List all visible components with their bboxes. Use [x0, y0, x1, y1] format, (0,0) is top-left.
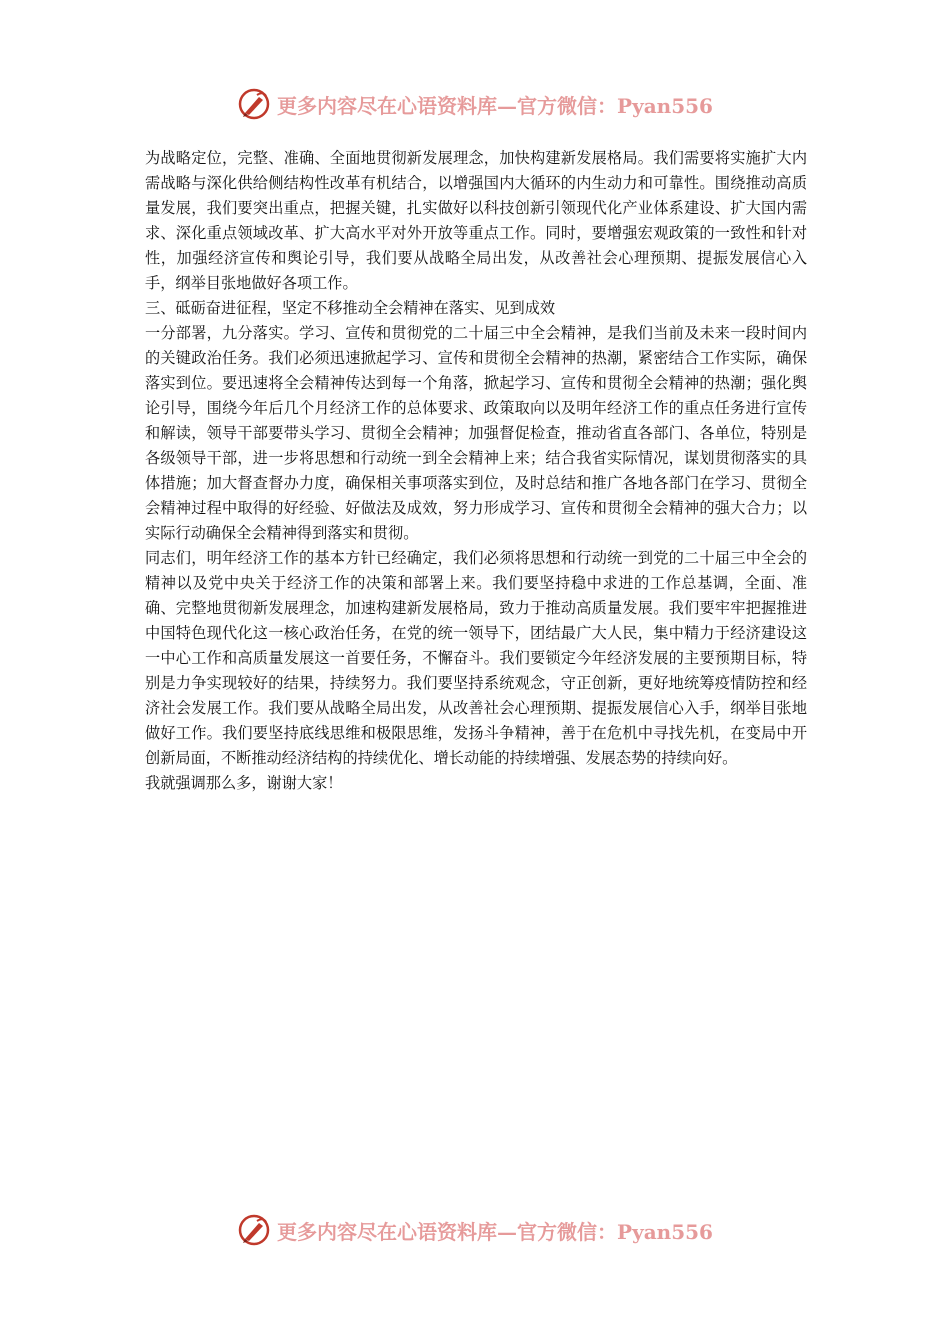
section-heading-3: 三、砥砺奋进征程，坚定不移推动全会精神在落实、见到成效: [145, 299, 556, 317]
header-banner-text: 更多内容尽在心语资料库—官方微信：Pyan556: [277, 93, 713, 118]
document-body: [145, 146, 807, 796]
pen-circle-logo-icon: [237, 1213, 271, 1247]
header-banner: [0, 84, 950, 124]
paragraph-1: 为战略定位，完整、准确、全面地贯彻新发展理念，加快构建新发展格局。我们需要将实施扩大内需战略与深化供给侧结构性改革有机结合，以增强国内大循环的内生动力和可靠性。围绕推动高质量发展，我们要突出重点，把握关键，扎实做好以科技创新引领现代化产业体系建设、扩大国内需求、深化重点领域改革、扩大高水平对外开放等重点工作。同时，要增强宏观政策的一致性和针对性，加强经济宣传和舆论引导，我们要从战略全局出发，从改善社会心理预期、提振发展信心入手，纲举目张地做好各项工作。: [145, 149, 807, 292]
closing-line: 我就强调那么多，谢谢大家！: [145, 774, 343, 792]
pen-circle-logo-icon: [237, 87, 271, 121]
footer-banner-text: 更多内容尽在心语资料库—官方微信：Pyan556: [277, 1219, 713, 1244]
paragraph-2: 一分部署，九分落实。学习、宣传和贯彻党的二十届三中全会精神，是我们当前及未来一段时间内的关键政治任务。我们必须迅速掀起学习、宣传和贯彻全会精神的热潮，紧密结合工作实际，确保落实到位。要迅速将全会精神传达到每一个角落，掀起学习、宣传和贯彻全会精神的热潮；强化舆论引导，围绕今年后几个月经济工作的总体要求、政策取向以及明年经济工作的重点任务进行宣传和解读，领导干部要带头学习、贯彻全会精神；加强督促检查，推动省直各部门、各单位，特别是各级领导干部，进一步将思想和行动统一到全会精神上来；结合我省实际情况，谋划贯彻落实的具体措施；加大督查督办力度，确保相关事项落实到位，及时总结和推广各地各部门在学习、贯彻全会精神过程中取得的好经验、好做法及成效，努力形成学习、宣传和贯彻全会精神的强大合力；以实际行动确保全会精神得到落实和贯彻。: [145, 324, 807, 542]
paragraph-3: 同志们，明年经济工作的基本方针已经确定，我们必须将思想和行动统一到党的二十届三中全会的精神以及党中央关于经济工作的决策和部署上来。我们要坚持稳中求进的工作总基调，全面、准确、完整地贯彻新发展理念，加速构建新发展格局，致力于推动高质量发展。我们要牢牢把握推进中国特色现代化这一核心政治任务，在党的统一领导下，团结最广大人民，集中精力于经济建设这一中心工作和高质量发展这一首要任务，不懈奋斗。我们要锁定今年经济发展的主要预期目标，特别是力争实现较好的结果，持续努力。我们要坚持系统观念，守正创新，更好地统筹疫情防控和经济社会发展工作。我们要从战略全局出发，从改善社会心理预期、提振发展信心入手，纲举目张地做好工作。我们要坚持底线思维和极限思维，发扬斗争精神，善于在危机中寻找先机，在变局中开创新局面，不断推动经济结构的持续优化、增长动能的持续增强、发展态势的持续向好。: [145, 549, 807, 767]
footer-banner: [0, 1210, 950, 1250]
